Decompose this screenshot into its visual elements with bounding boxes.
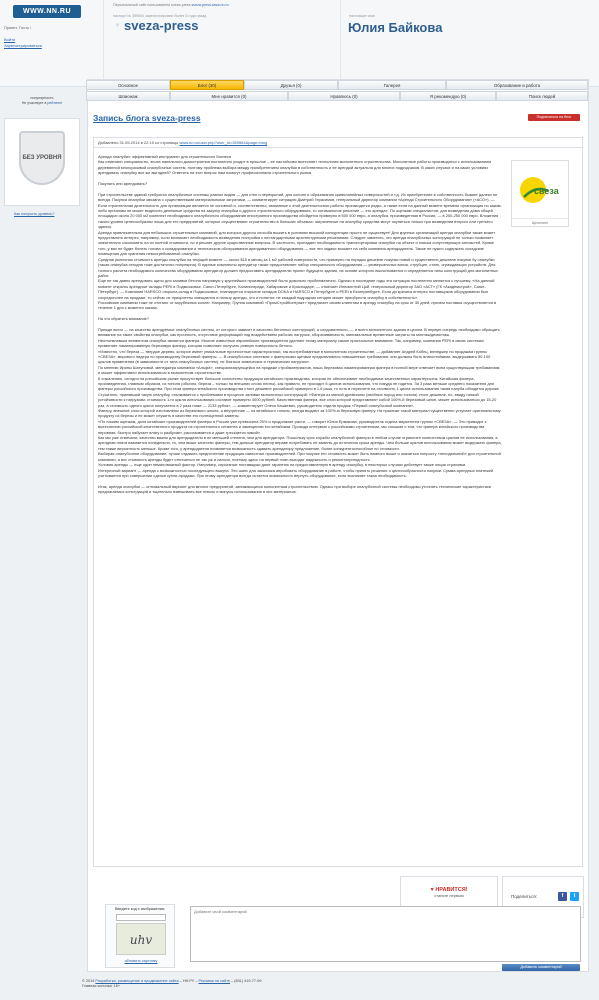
post-paragraph: Прежде всего — на качество арендуемых опалубочных систем, от которого зависит и качество бетонных конструкций, а следовательно, — и всего монолитного здания в целом. В первую очередь необходимо обращать внимание на такие свойства опалубки, как прочность, отсутствие деформаций под воздействием рабочих нагрузок, оборачиваемость, минимальные временные затраты на монтаж/демонтаж. [98,326,500,338]
tab-i-like[interactable]: Мне нравится (0) [170,91,288,101]
add-comment-button[interactable]: Добавить комментарий [502,964,580,971]
twitter-icon[interactable]: t [570,892,579,901]
captcha-block [105,904,175,968]
greeting-text: Привет, Гость ! [4,25,32,30]
captcha-input[interactable] [116,914,166,921]
profile-site-link[interactable]: sveza-press.www.nn.ru [191,3,229,7]
comment-textarea[interactable] [190,906,581,962]
tab-gallery[interactable]: Галерея [338,80,446,90]
left-sidebar [0,96,84,216]
real-name-label: настоящее имя [349,14,375,18]
site-footer: © 2014 Разработка, размещение и продвижение сайта – НН.РУ – Реклама на сайте – (831) 419-77-99 Главная колонка: 16+ [82,979,262,988]
heart-icon: ♥ [430,887,434,893]
post-paragraph: К сожалению, сегодня на российском рынке присутствует большое количество продукции китайского производства, которая не обеспечивает необходимых качественных характеристик. Китайская фанера, произведенная, главным образом, из тополя (обычно, береза – только на внешних слоях плиты), как правило, не проходит 5 циклов использования, что никуда не годится. За 3 раза меньше среднего показателя для фанеры российского производства. При этом фанера китайского производства стоит дешевле российской примерно в 1,6 раза, то есть в пересчете на стоимость 1 цикла использования такая палуба обходится дороже. [98,375,500,392]
post-paragraph: Покупать или арендовать? [98,181,148,187]
site-header [0,0,599,87]
user-icon: ♀ [115,22,121,29]
popularity-label: популярность [30,96,54,100]
main-content [87,79,589,972]
post-paragraph: Выбирая опалубочное оборудование, лучше отдавать предпочтение продукции известных производителей. При покупке его стоимость может быть намного выше и оказаться попросту «неподъемной» для строительной компании, а вот стоимость аренды будет отличаться не так уж и сильно, поэтому здесь на первый план выходят надежность и ремонтопригодность. [98,451,501,462]
like-button[interactable]: ♥ НРАВИТСЯ! станьте первым [430,887,468,898]
image-caption: Щелкните [512,218,568,226]
tab-blog[interactable]: Блог (30) [170,80,244,90]
site-logo[interactable]: WWW.NN.RU [13,5,81,18]
post-paragraph: Еще не так давно арендовать щиты для заливки бетона напрямую у крупнейших производителей было довольно проблематично. Однако в последние годы эта ситуация постепенно меняется к лучшему. «На данный момент открыты арендные склады PERI в Подмосковье, Санкт-Петербурге, Калининграде, Хабаровске и Краснодаре, — отмечает Иннокентий Цой, генеральный директор ЗАО «АСТ» (ГК «Академстрой», Санкт-Петербург). — Компания HARSCO открыла склад в Подмосковье, планируется открытие складов DOKA и HARSCO в Петербурге и PERI в Екатеринбурге. Если до кризиса интерес поставщиков оборудования был сосредоточен на продаже, то сейчас их приоритеты смещаются в пользу аренды, что и понятно: не каждый подрядчик сегодня может приобрести опалубку в собственность». [98,278,495,300]
svg-text:свеза: свеза [534,186,559,196]
post-paragraph: Строитель, принявший такую опалубку, сталкивается с проблемами в процессе заливки монолитных конструкций: «Фанера из мягкой древесины (хвойных пород или тополя) стоит дешевле, но, ввиду низкой устойчивости к нагрузкам, стоимость 1-го цикла использования составит примерно 4000 рублей. Качественная фанера, все слои которой представляют собой 100%-й березовый шпон, может использоваться до 15-20 раз, а стоимость одного цикла получается в 2 раза ниже — 2133 рубля», — комментирует Олеся Кашкевич, руководитель отдела продаж «Первой опалубочной компании». [98,391,497,408]
subscribe-button[interactable]: Подписаться на блог [528,114,580,121]
post-image[interactable] [511,160,569,227]
sveza-logo-image [520,171,562,209]
header-divider [103,0,104,87]
post-body [98,154,502,495]
tab-spy[interactable]: Шпионаж [86,91,170,101]
post-paragraph: Средняя рыночная стоимость аренды опалубки на текущий момент — около $15 в месяц за 1 м2 рабочей поверхности, что примерно на порядок дешевле покупки новой и существенно дешевле покупки бу опалубки (такая опалубка сегодня тоже достаточно популярна). В единые комплекты арендатор также предоставляет набор специального оборудования — универсальных вилок, струбцин, стоек, ограждающих устройств. Для точного расчета необходимого количества оборудования арендатор должен предоставить арендодателю проект будущего здания, на основе которого высчитывается и определяется типы конструкций для монолитных работ. [98,256,498,278]
post-paragraph: Интересный вариант — аренда с возможностью последующего выкупа. Это шанс для заказчика апробовать оборудование в работе, чтобы принять решение о целесообразности покупки. Сумма арендных платежей учитывается при совершении сделки купли-продажи. При этому арендатора всегда остается возможность вернуть оборудование, если возникает такая необходимость. [98,467,494,478]
page-title[interactable]: Запись блога sveza-press [93,113,201,123]
post-meta: Добавлено 31.05.2014 в 22:10 со страницы www.nn.ru/user.php?user_id=359564&page=blog [94,138,582,148]
tab-people-search[interactable]: Поиск людей [496,91,588,101]
profile-nickname: sveza-press [124,18,199,33]
tab-liked-by[interactable]: Нравлюсь (0) [288,91,400,101]
profile-site-caption: Персональный сайт пользователя sveza-press sveza-press.www.nn.ru [113,3,229,7]
post-paragraph: Итак, аренда опалубки — оптимальный вариант для многих предприятий, занимающихся монолитным строительством. Однако при выборе опалубочной системы необходимо уточнять технические характеристики предлагаемых конструкций и тщательно взвешивать все плюсы и минусы использования в них материалов. [98,483,491,495]
post-paragraph: Неотъемлемым элементом опалубки является фанера. Многие известные европейские производители уделяют этому материалу самое пристальное внимание. Так, например, компания PERI в своих системах применяет ламинированную березовую фанеру, которая позволяет получать ровную поверхность бетона. [98,337,484,349]
post-paragraph: «Известно, что береза — твердое дерево, которое имеет уникальные прочностные характеристики, так востребованные в монолитном строительстве, — добавляет Андрей Кобец, менеджер по продажам группы «СВЕЗА», мирового лидера по производству березовой фанеры. — В опалубочных системах с фанерными щитами предъявляются повышенные требования: они должны быть влагостойкими, выдерживать 50-100 циклов применения (в зависимости от типа опалубочных систем), не бояться химических и термических нагрузок». [98,348,491,365]
blog-post [93,137,583,867]
rating-status: Не участвует в рейтинге [21,101,63,105]
share-label: Поделиться: [511,894,538,899]
get-level-link[interactable]: Как получить уровень? [14,212,55,216]
post-paragraph: При строительстве зданий требуются опалубочные системы разных видов — для стен и перекрытий, для колонн и образования криволинейных поверхностей и т.д. Их приобретение в собственность бывает далеко не всегда. Покупка опалубки связана с существенными материальными затратами, — комментирует ситуацию Дмитрий Герасимов, генеральный директор компании «Аренда Строительного Оборудования» («АСО»). — Если строительная деятельность для организации является не основной и, соответственно, связанные с этой деятельностью работы производятся редко, а также если на данный момент времени организация по каким-либо причинам не может выделить денежные средства на закупку опалубки и другого строительного оборудования, то оптимальное решение — это аренда». По оценкам специалистов, для возведения дома общей площадью около 20 000 м2 комплект необходимого опалубочного оборудования иностранного производства обойдется примерно в 500 000 евро, а опалубка, произведенная в России, — в 200-250 000 евро. Вложения такого уровня целесообразны лишь для тех предприятий, которые осуществляют строительство в больших объемах: затраченные на опалубку средства могут окупиться только при возведении второго или третьего здания. [98,191,502,230]
post-paragraph: Фанеру, внешние слои которой изготовлены из березового шпона, а внутренние — из китайского тополя, иногда выдают за 100%-ю березовую фанеру. На практике такой материал существенно уступает оригинальному продукту из березы и не может служить в качестве его полноценной замены. [98,408,501,419]
post-paragraph: Аренда опалубки: эффективный инструмент для строительного бизнеса [98,154,232,159]
footer-dev-link[interactable]: Разработка, размещение и продвижение сайта [95,979,179,983]
captcha-label: Введите код с изображения: [115,907,165,911]
level-badge-box [4,118,80,206]
login-link[interactable]: Войти [4,37,16,42]
footer-ads-link[interactable]: Реклама на сайте [198,979,231,983]
passport-info: паспорт № 359564 зарегистрирован более 5 года назад [113,14,207,18]
post-paragraph: По мнению Ирины Шатуновой, менеджера компании «Альфа», специализирующейся на продаже стройматериалов, лишь березовая ламинированная фанера в полной мере отвечает всем существующим требованиям и может эффективно использоваться в монолитном строительстве. [98,364,500,376]
tab-education-work[interactable]: Образование и работа [446,80,588,90]
post-paragraph: Условия аренды — еще один немаловажный фактор. Например, серьезные поставщики дают гарантию на предоставленную в аренду опалубку, в некоторых случаях действует также опция страховки. [98,462,467,468]
facebook-icon[interactable]: f [558,892,567,901]
post-paragraph: Российские компании тоже не отстают от зарубежных коллег. Например, Группа компаний «ПромСтройКонтракт» предлагает своим клиентам в аренду опалубку на срок от 30 дней, причем поставка осуществляется в течение 1 дня с момента заказа. [98,299,497,311]
real-name: Юлия Байкова [348,20,443,35]
post-paragraph: Аренда привлекательна для небольших строительных компаний, для которых другого способа выжить в условиях высокой конкуренции просто не существует! Для крупных организаций аренда опалубки также может представлять интерес, например, если возникает необходимость возведения постройки с нестандартными архитектурными решениями. Следует заметить, что аренда опалубочных конструкций не только позволяет значительно сэкономить на их полной стоимости, но и решает другие существенные вопросы. В частности, пропадает необходимость транспортировки опалубки на объект и поиска сопутствующих запчастей. Кроме того, у вас не будет болеть голова о складировании и техническом обслуживании арендованного оборудования — все эти задачи возьмет на себя компания-арендодатель. Также не нужно содержать складские помещения для хранения невостребованной опалубки. [98,229,496,257]
captcha-refresh-link[interactable]: обновить картинку [124,959,158,963]
source-page-link[interactable]: www.nn.ru/user.php?user_id=359564&page=blog [179,140,268,145]
post-paragraph: «По нашим оценкам, доля китайских производителей фанеры в России уже превысила 25% и продолжает расти, — говорит Юлия Ермакова, руководитель отдела маркетинга группы «СВЕЗА». — Это приводит к вытеснению российской качественного продукта из строительного сегмента и замещению его китайским. Проводя интервью с российскими строителями, мы слышим о том, что фанера китайского производства неровная, быстро набухает влагу и разбухает, расслаивается и даже трескается зимой». [98,418,487,435]
header-divider [340,0,341,87]
post-paragraph: Как отмечают специалисты, эпоха панельного домостроения постепенно уходит в прошлое – ее настойчиво вытесняет технология монолитного строительства. Монолитные работы производятся с использованием деревянной многоразовой опалубочных систем, поэтому проблема выбора между приобретением опалубки в собственность и ее арендой актуальна для многих подрядчиков. В каких случаях и на каких условиях арендовать опалубку все же выгодней? Ответить на этот вопрос нам помогут профессионалы строительного рынка. [98,159,491,176]
captcha-image: uhv [116,923,166,955]
tab-recommend[interactable]: Я рекомендую (0) [400,91,496,101]
post-paragraph: Как мы уже отмечали, качество важно для арендодателя в не меньшей степени, чем для арендатора. Поскольку срок службы опалубочной фанеры в любом случае ограничен количеством циклов ее использования, а арендная плата взимается понедельно, то, чем выше качество фанеры, тем дольше арендатор вправе потребовать ее замены до истечения срока аренды. Чем больше циклов использования может выдержать фанера, тем также вероятность меньше. Кроме того, у арендодателя появляется возможность сдавать арендатору предложение, более конкурентоспособное по стоимости. [98,435,502,451]
tab-main[interactable]: Основное [86,80,170,90]
register-link[interactable]: Зарегистрироваться [4,43,42,48]
level-shield-icon: БЕЗ УРОВНЯ [19,131,65,185]
footer-age-rating: Главная колонка: 16+ [82,984,121,988]
rating-link[interactable]: рейтинге [47,101,63,105]
tab-friends[interactable]: Друзья (0) [244,80,338,90]
post-paragraph: На что обратить внимание? [98,316,150,322]
